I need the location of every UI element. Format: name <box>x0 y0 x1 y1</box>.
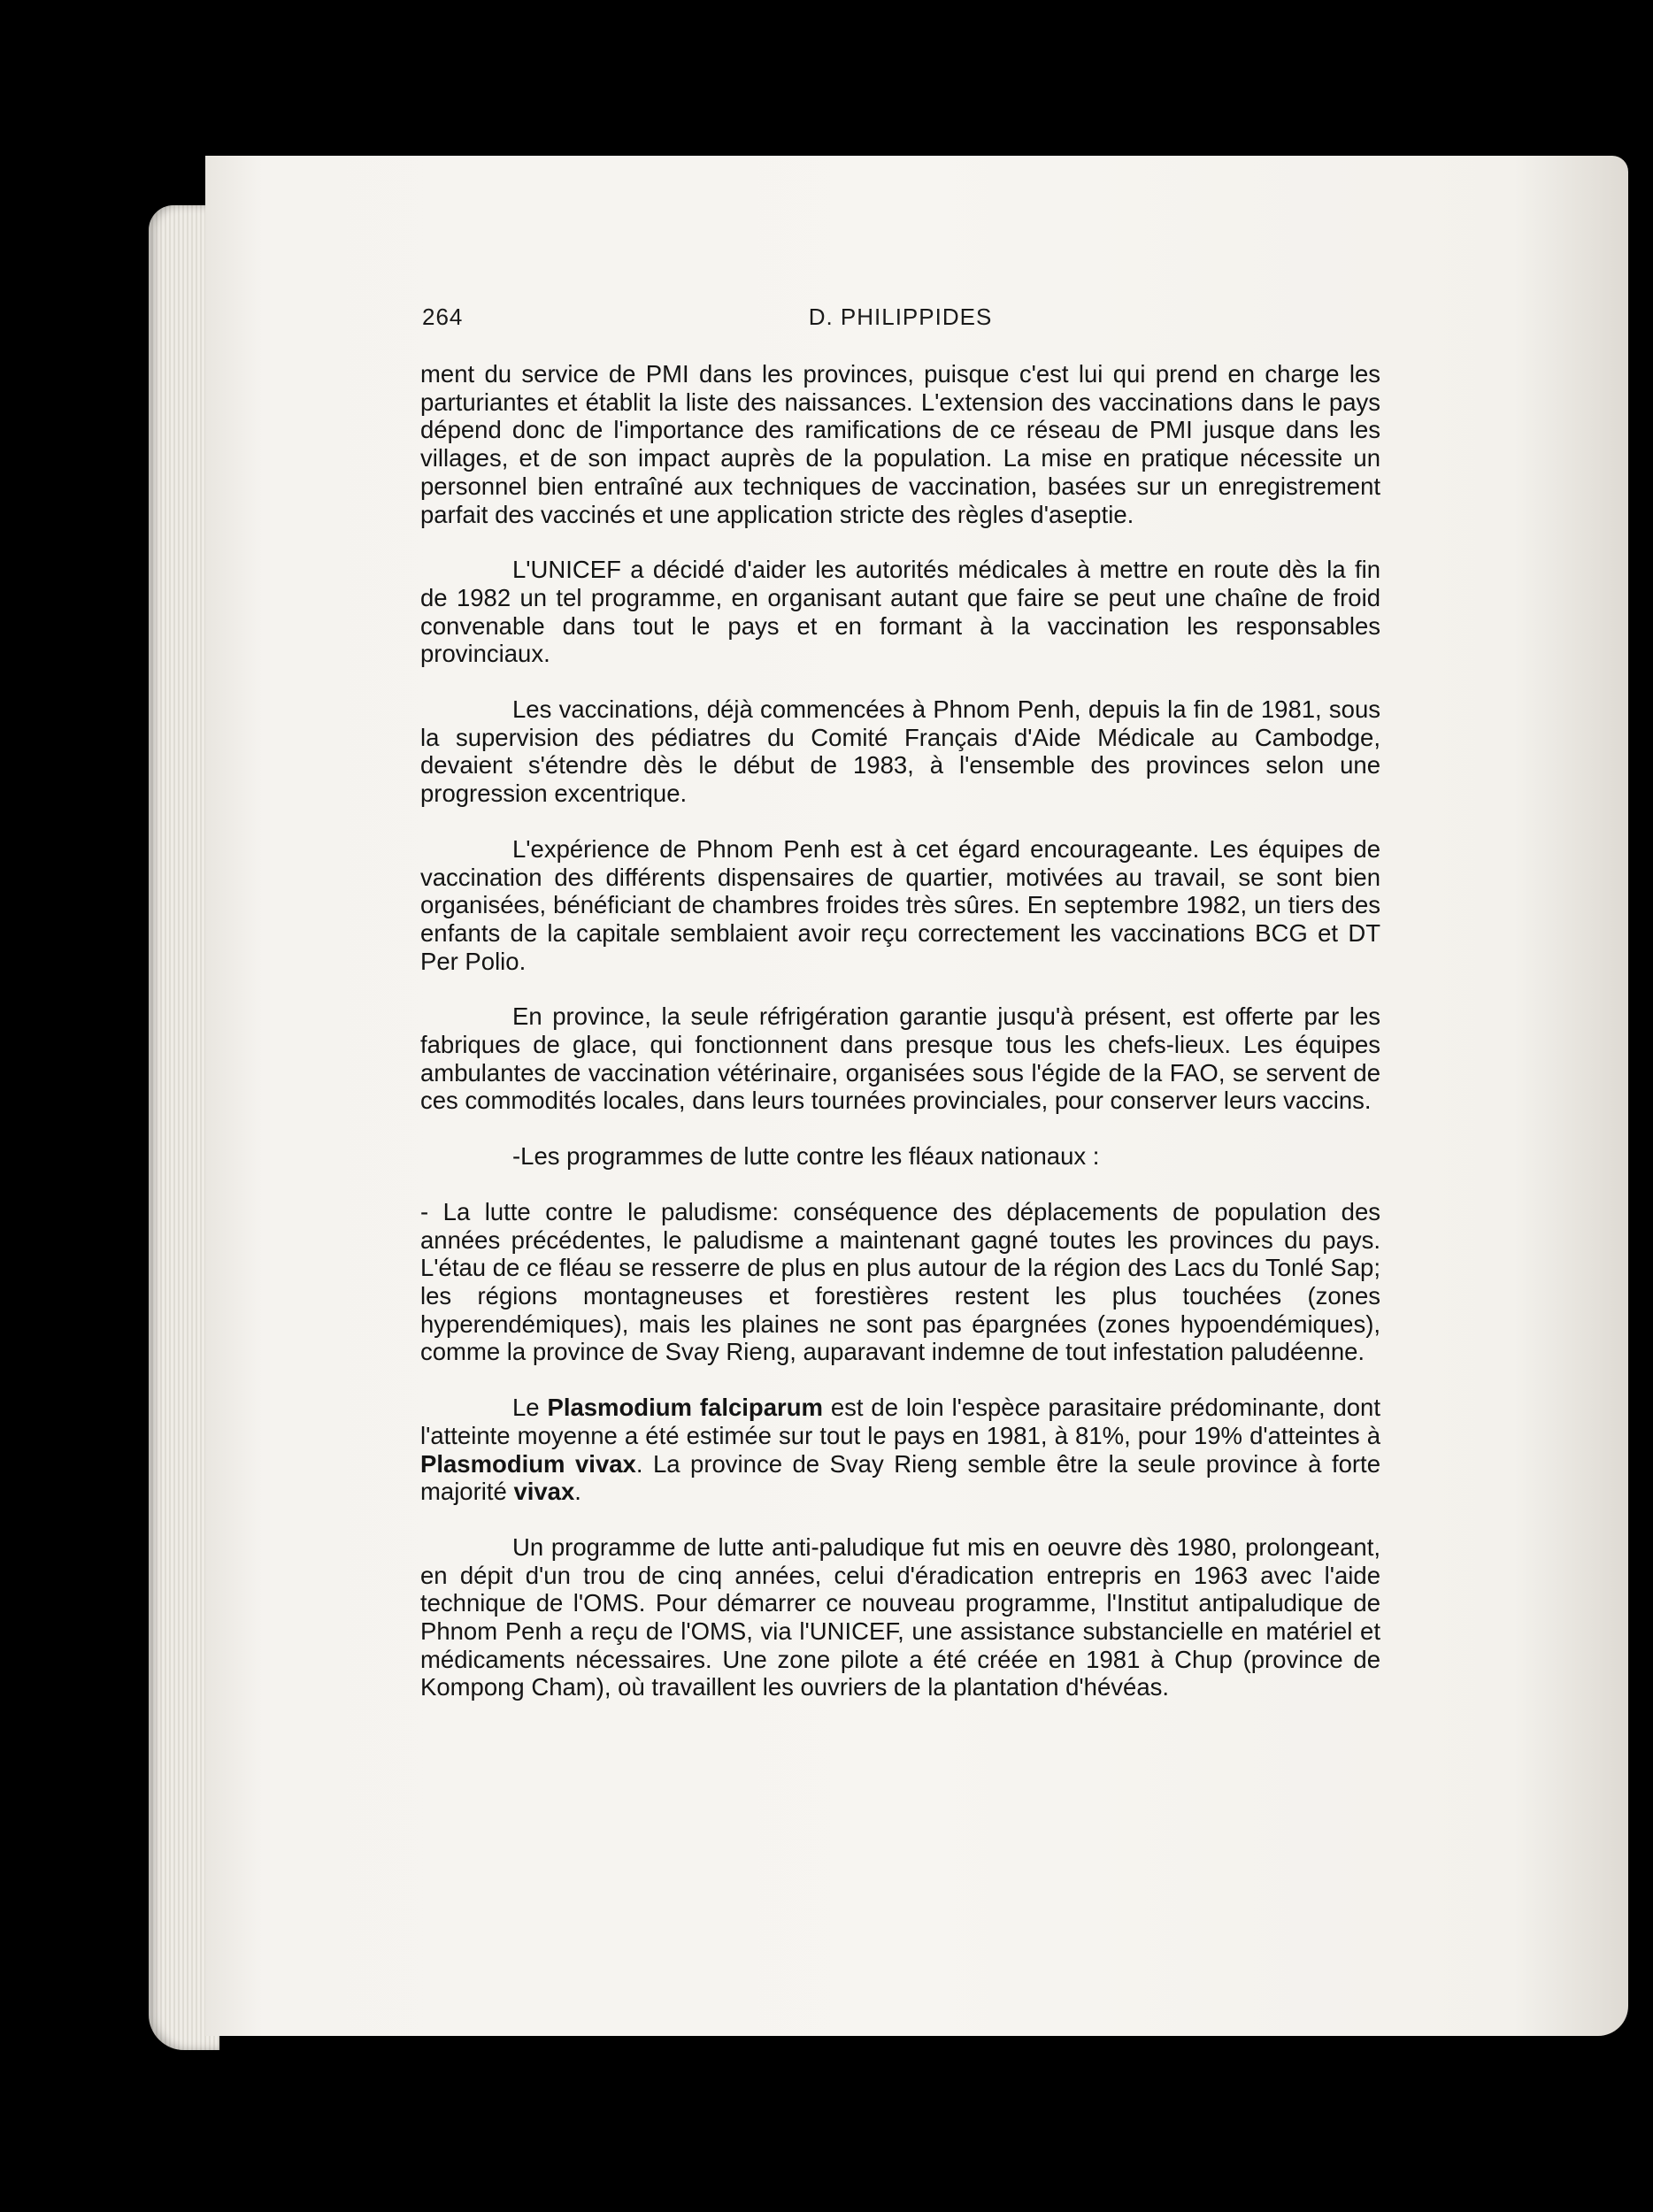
paragraph-province: En province, la seule réfrigération garantie jusqu'à présent, est offerte par les fabriques de glace, qui fonctionnent dans presque tous les chefs-lieux. Les équipes ambulantes de vaccination vétérinaire, organisées sous l'égide de la FAO, se servent de ces commodités locales, dans leurs tournées provinciales, pour conserver leurs vaccins. <box>420 1002 1380 1115</box>
paragraph-paludisme: - La lutte contre le paludisme: conséquence des déplacements de population des années précédentes, le paludisme a maintenant gagné toutes les provinces du pays. L'étau de ce fléau se resserre de plus en plus autour de la région des Lacs du Tonlé Sap; les régions montagneuses et forestières restent les plus touchées (zones hyperendémiques), mais les plaines ne sont pas épargnées (zones hypoendémiques), comme la province de Svay Rieng, auparavant indemne de tout infestation paludéenne. <box>420 1197 1380 1366</box>
plasmodium-vivax-term: Plasmodium vivax <box>420 1449 636 1478</box>
paragraph-anti-paludique: Un programme de lutte anti-paludique fut mis en oeuvre dès 1980, prolongeant, en dépit d'un trou de cinq années, celui d'éradication entrepris en 1963 avec l'aide technique de l'OMS. Pour démarrer ce nouveau programme, l'Institut antipaludique de Phnom Penh a reçu de l'OMS, via l'UNICEF, une assistance substancielle en matériel et médicaments nécessaires. Une zone pilote a été créée en 1981 à Chup (province de Kompong Cham), où travaillent les ouvriers de la plantation d'hévéas. <box>420 1532 1380 1701</box>
paragraph-continuation: ment du service de PMI dans les provinces, puisque c'est lui qui prend en charge les parturiantes et établit la liste des naissances. L'extension des vaccinations dans le pays dépend donc de l'importance des ramifications de ce réseau de PMI jusque dans les villages, et de son impact auprès de la population. La mise en pratique nécessite un personnel bien entraîné aux techniques de vaccination, basées sur un enregistrement parfait des vaccinés et une application stricte des règles d'aseptie. <box>420 360 1380 528</box>
running-title-author: D. PHILIPPIDES <box>808 303 993 330</box>
running-header <box>420 303 1380 339</box>
plasmodium-text-g: . <box>574 1478 581 1506</box>
paragraph-plasmodium <box>420 1394 1380 1506</box>
body-text <box>420 360 1380 1701</box>
page-number: 264 <box>422 303 464 330</box>
plasmodium-falciparum-term: Plasmodium falciparum <box>547 1394 823 1422</box>
plasmodium-text-a: Le <box>512 1394 548 1422</box>
paragraph-vaccinations: Les vaccinations, déjà commencées à Phnom Penh, depuis la fin de 1981, sous la supervision des pédiatres du Comité Français d'Aide Médicale au Cambodge, devaient s'étendre dès le début de 1983, à l'ensemble des provinces selon une progression excentrique. <box>420 695 1380 808</box>
vivax-term: vivax <box>513 1478 575 1506</box>
plasmodium-text-c: est de loin l'espèce parasitaire prédominante, dont l'atteinte moyenne a été estimée sur tout le pays en 1981, à 81%, pour 19% d'atteintes à <box>420 1394 1380 1449</box>
paragraph-phnom-penh: L'expérience de Phnom Penh est à cet égard encourageante. Les équipes de vaccination des différents dispensaires de quartier, motivées au travail, se sont bien organisées, bénéficiant de chambres froides très sûres. En septembre 1982, un tiers des enfants de la capitale semblaient avoir reçu correctement les vaccinations BCG et DT Per Polio. <box>420 834 1380 975</box>
section-heading-programmes: -Les programmes de lutte contre les fléaux nationaux : <box>512 1142 1100 1171</box>
plasmodium-text-e: . La province de Svay Rieng semble être la seule province à forte majorité <box>420 1449 1380 1506</box>
paragraph-unicef: L'UNICEF a décidé d'aider les autorités médicales à mettre en route dès la fin de 1982 un tel programme, en organisant autant que faire se peut une chaîne de froid convenable dans tout le pays et en formant à la vaccination les responsables provinciaux. <box>420 556 1380 668</box>
